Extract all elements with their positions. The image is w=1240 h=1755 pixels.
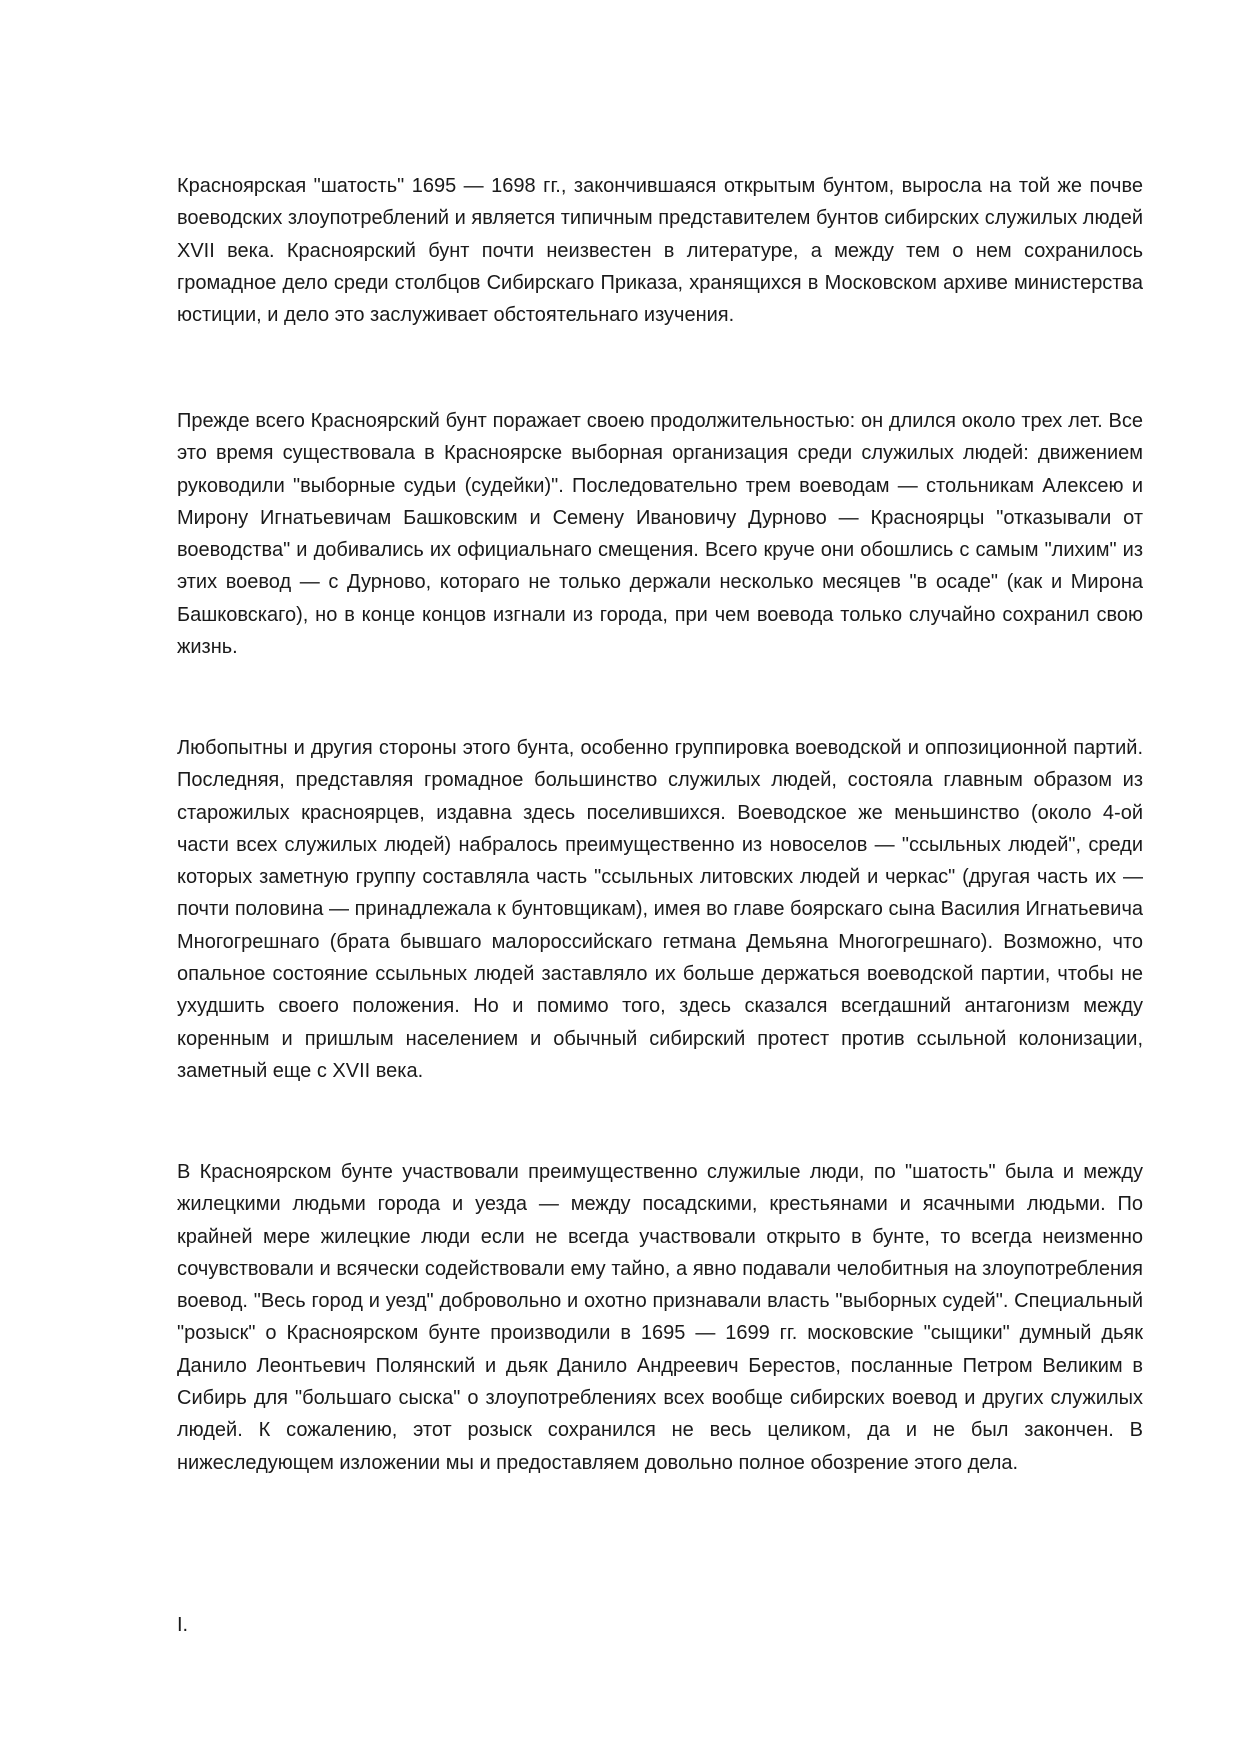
- section-heading: I.: [177, 1614, 189, 1636]
- paragraph-1: Красноярская "шатость" 1695 — 1698 гг., закончившаяся открытым бунтом, выросла на той же почве воеводских злоупотреблений и является типичным представителем бунтов сибирских служилых людей XVII века. Красноярский бунт почти неизвестен в литературе, а между тем о нем сохранилось громадное дело среди столбцов Сибирскаго Приказа, хранящихся в Московском архиве министерства юстиции, и дело это заслуживает обстоятельнаго изучения.: [177, 175, 1143, 327]
- paragraph-3: Любопытны и другия стороны этого бунта, особенно группировка воеводской и оппозиционной партий. Последняя, представляя громадное большинство служилых людей, состояла главным образом из старожилых красноярцев, издавна здесь поселившихся. Воеводское же меньшинство (около 4-ой части всех служилых людей) набралось преимущественно из новоселов — "ссыльных людей", среди которых заметную группу составляла часть "ссыльных литовских людей и черкас" (другая часть их — почти половина — принадлежала к бунтовщикам), имея во главе боярскаго сына Василия Игнатьевича Многогрешнаго (брата бывшаго малороссийскаго гетмана Демьяна Многогрешнаго). Возможно, что опальное состояние ссыльных людей заставляло их больше держаться воеводской партии, чтобы не ухудшить своего положения. Но и помимо того, здесь сказался всегдашний антагонизм между коренным и пришлым населением и обычный сибирский протест против ссыльной колонизации, заметный еще с XVII века.: [177, 737, 1143, 1082]
- paragraph-2: Прежде всего Красноярский бунт поражает своею продолжительностью: он длился около трех лет. Все это время существовала в Красноярске выборная организация среди служилых людей: движением руководили "выборные судьи (судейки)". Последовательно трем воеводам — стольникам Алексею и Мирону Игнатьевичам Башковским и Семену Ивановичу Дурново — Красноярцы "отказывали от воеводства" и добивались их официальнаго смещения. Всего круче они обошлись с самым "лихим" из этих воевод — с Дурново, котораго не только держали несколько месяцев "в осаде" (как и Мирона Башковскаго), но в конце концов изгнали из города, при чем воевода только случайно сохранил свою жизнь.: [177, 410, 1143, 659]
- paragraph-4: В Красноярском бунте участвовали преимущественно служилые люди, по "шатость" была и между жилецкими людьми города и уезда — между посадскими, крестьянами и ясачными людьми. По крайней мере жилецкие люди если не всегда участвовали открыто в бунте, то всегда неизменно сочувствовали и всячески содействовали ему тайно, а явно подавали челобитныя на злоупотребления воевод. "Весь город и уезд" добровольно и охотно признавали власть "выборных судей". Специальный "розыск" о Красноярском бунте производили в 1695 — 1699 гг. московские "сыщики" думный дьяк Данило Леонтьевич Полянский и дьяк Данило Андреевич Берестов, посланные Петром Великим в Сибирь для "большаго сыска" о злоупотреблениях всех вообще сибирских воевод и других служилых людей. К сожалению, этот розыск сохранился не весь целиком, да и не был закончен. В нижеследующем изложении мы и предоставляем довольно полное обозрение этого дела.: [177, 1161, 1143, 1474]
